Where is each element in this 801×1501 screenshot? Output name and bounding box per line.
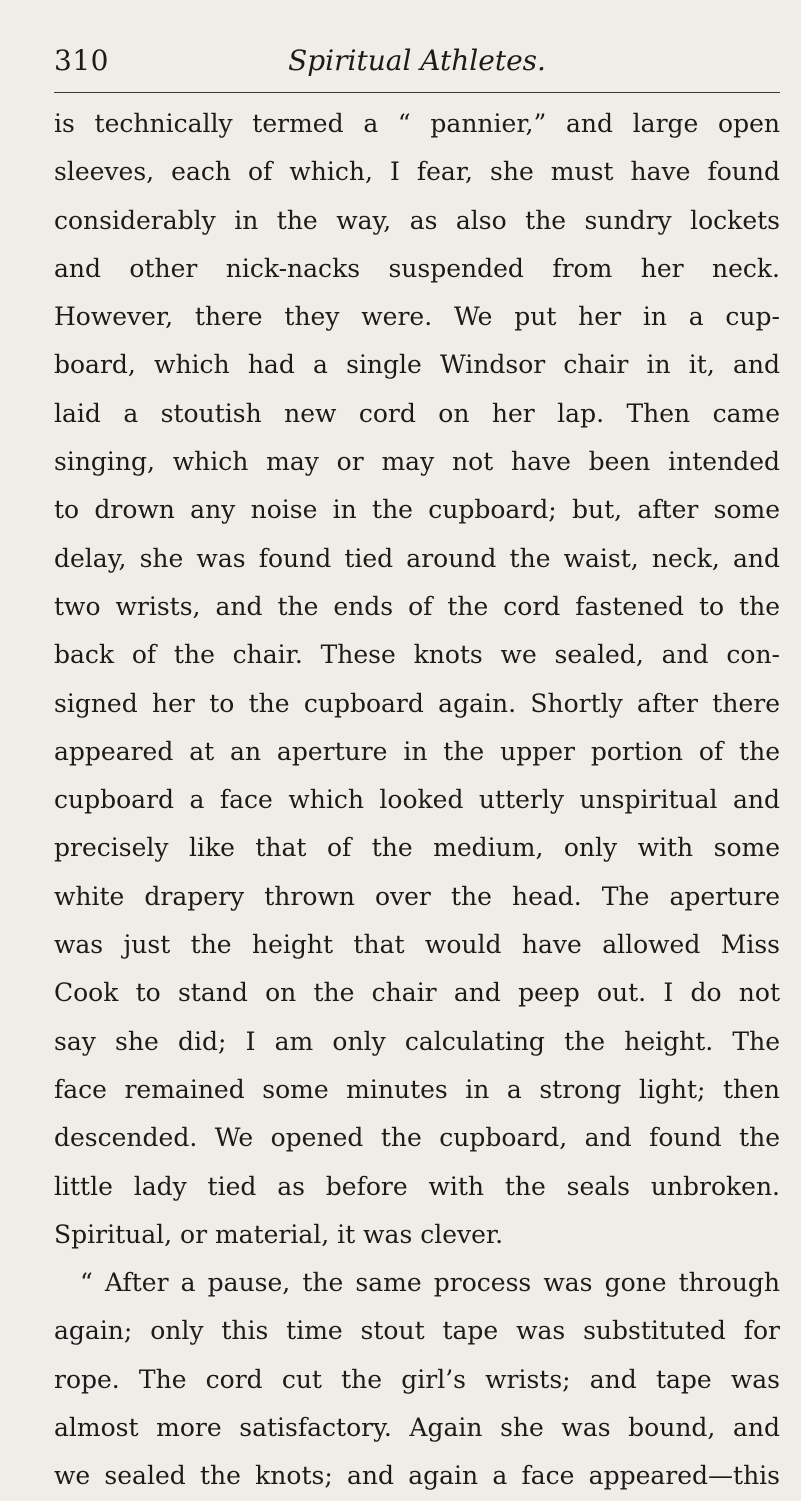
text-line: sleeves, each of which, I fear, she must have found [54,157,780,187]
text-line: cupboard a face which looked utterly unspiritual and [54,785,780,815]
text-line: appeared at an aperture in the upper portion of the [54,736,780,766]
text-line: However, there they were. We put her in a cup- [54,302,780,332]
text-line: again; only this time stout tape was substituted for [54,1316,780,1346]
text-line: descended. We opened the cupboard, and found the [54,1123,780,1153]
text-line: Spiritual, or material, it was clever. [54,1219,504,1249]
text-line: “ After a pause, the same process was gone through [80,1268,780,1298]
text-line: rope. The cord cut the girl’s wrists; and tape was [54,1364,780,1394]
page-header [54,44,780,84]
text-line: was just the height that would have allowed Miss [54,930,780,960]
text-line: signed her to the cupboard again. Shortly after there [54,688,780,718]
text-line: we sealed the knots; and again a face appeared—this [54,1461,780,1491]
text-line: is technically termed a “ pannier,” and large open [54,109,780,138]
text-line: little lady tied as before with the seals unbroken. [54,1171,780,1201]
text-line: delay, she was found tied around the waist, neck, and [54,543,780,573]
text-line: considerably in the way, as also the sundry lockets [54,205,780,235]
text-line: say she did; I am only calculating the height. The [54,1026,780,1056]
header-rule [54,92,780,93]
text-line: white drapery thrown over the head. The aperture [54,881,780,911]
body-text [54,100,780,1501]
text-line: Cook to stand on the chair and peep out. I do not [54,978,780,1008]
text-line: almost more satisfactory. Again she was bound, and [54,1413,780,1443]
text-line: board, which had a single Windsor chair in it, and [54,350,780,380]
text-line: and other nick-nacks suspended from her neck. [54,253,780,283]
text-line: singing, which may or may not have been intended [54,447,780,477]
page-number: 310 [54,44,109,77]
text-line: back of the chair. These knots we sealed, and con- [54,640,780,670]
text-line: two wrists, and the ends of the cord fastened to the [54,591,780,621]
text-line: laid a stoutish new cord on her lap. Then came [54,398,780,428]
running-title: Spiritual Athletes. [288,44,546,77]
text-line: to drown any noise in the cupboard; but, after some [54,495,780,525]
text-line: face remained some minutes in a strong light; then [54,1074,780,1104]
text-line: precisely like that of the medium, only with some [54,833,780,863]
